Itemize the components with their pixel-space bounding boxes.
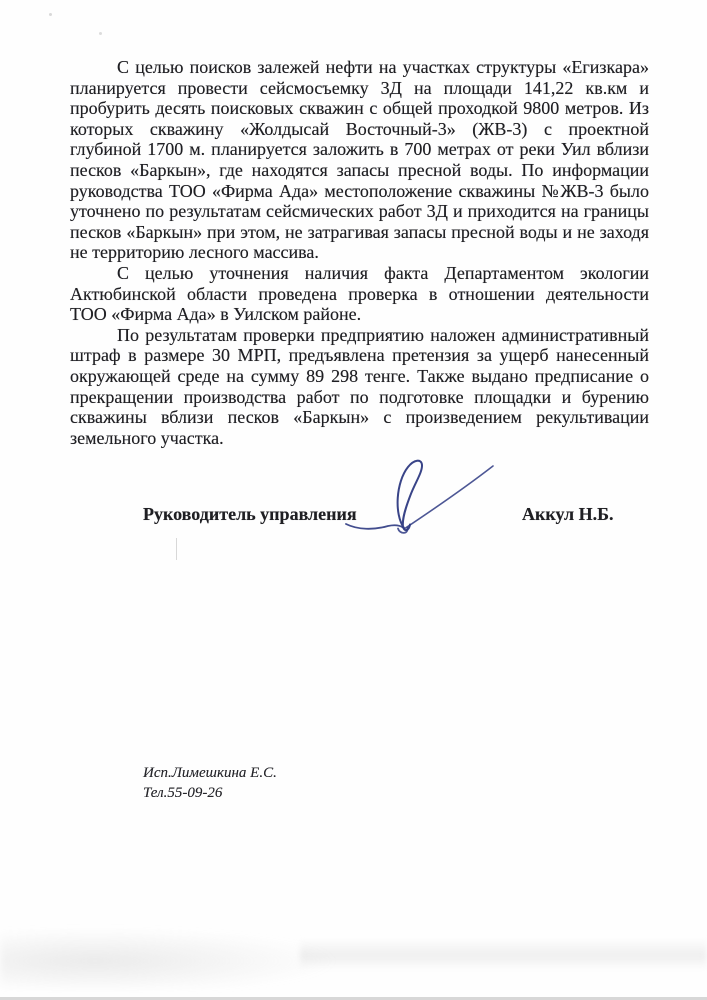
- executor-footer: [143, 764, 277, 803]
- executor-phone: Тел.55-09-26: [143, 784, 223, 801]
- letter-paragraph-2: С целью уточнения наличия факта Департаментом экологии Актюбинской области проведена проверка в отношении деятельности ТОО «Фирма Ада» в Уилском районе.: [70, 262, 649, 325]
- scan-speck: [49, 13, 52, 16]
- signatory-name: Аккул Н.Б.: [522, 504, 614, 524]
- handwritten-signature: [340, 450, 510, 545]
- scan-faint-mark: [176, 538, 177, 560]
- letter-body: [70, 57, 649, 448]
- executor-name: Исп.Лимешкина Е.С.: [143, 765, 277, 781]
- letter-paragraph-1: С целью поисков залежей нефти на участках структуры «Егизкара» планируется провести сейсмосъемку 3Д на площади 141,22 кв.км и пробурить десять поисковых скважин с общей проходкой 9800 метров. Из которых скважину «Жолдысай Восточный-3» (ЖВ-3) с проектной глубиной 1700 м. планируется заложить в 700 метрах от реки Уил вблизи песков «Баркын», где находятся запасы пресной воды. По информации руководства ТОО «Фирма Ада» местоположение скважины №ЖВ-3 было уточнено по результатам сейсмических работ 3Д и приходится на границы песков «Баркын» при этом, не затрагивая запасы пресной воды и не заходя не территорию лесного массива.: [70, 57, 649, 263]
- scan-smudge-bottom-left: [0, 928, 340, 988]
- scan-speck: [99, 32, 102, 35]
- scan-smudge-bottom-right: [300, 938, 707, 970]
- signatory-title: Руководитель управления: [143, 504, 357, 524]
- letter-paragraph-3: По результатам проверки предприятию наложен административный штраф в размере 30 МРП, предъявлена претензия за ущерб нанесенный окружающей среде на сумму 89 298 тенге. Также выдано предписание о прекращении производства работ по подготовке площадки и бурению скважины вблизи песков «Баркын» с произведением рекультивации земельного участка.: [70, 324, 649, 448]
